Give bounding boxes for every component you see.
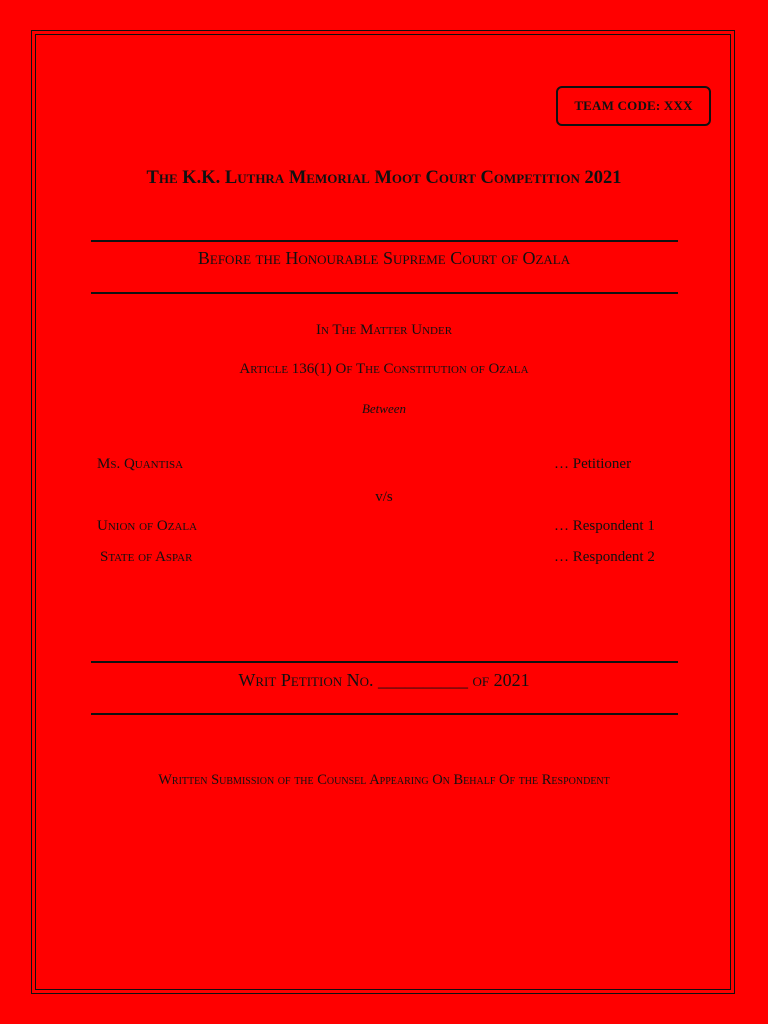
divider-top-1 bbox=[91, 240, 678, 242]
between-label: Between bbox=[361, 401, 407, 416]
matter-line: In The Matter Under bbox=[315, 322, 453, 338]
team-code-box: TEAM CODE: XXX bbox=[556, 86, 711, 126]
court-name: Before the Honourable Supreme Court of Ozala bbox=[197, 248, 571, 268]
divider-bottom-1 bbox=[91, 661, 678, 663]
submission-title: Written Submission of the Counsel Appearing On Behalf Of the Respondent bbox=[158, 772, 610, 788]
versus-label: v/s bbox=[375, 489, 393, 505]
respondent2-name: State of Aspar bbox=[100, 549, 193, 565]
respondent2-role: … Respondent 2 bbox=[554, 549, 655, 565]
respondent1-role: … Respondent 1 bbox=[554, 518, 655, 534]
article-line: Article 136(1) Of The Constitution of Ozala bbox=[239, 361, 529, 377]
competition-title: The K.K. Luthra Memorial Moot Court Competition 2021 bbox=[146, 168, 622, 188]
petitioner-role: … Petitioner bbox=[554, 456, 632, 472]
divider-bottom-2 bbox=[91, 713, 678, 715]
divider-top-2 bbox=[91, 292, 678, 294]
petitioner-name: Ms. Quantisa bbox=[97, 456, 184, 472]
respondent1-name: Union of Ozala bbox=[97, 518, 198, 534]
writ-petition: Writ Petition No. __________ of 2021 bbox=[238, 670, 530, 690]
